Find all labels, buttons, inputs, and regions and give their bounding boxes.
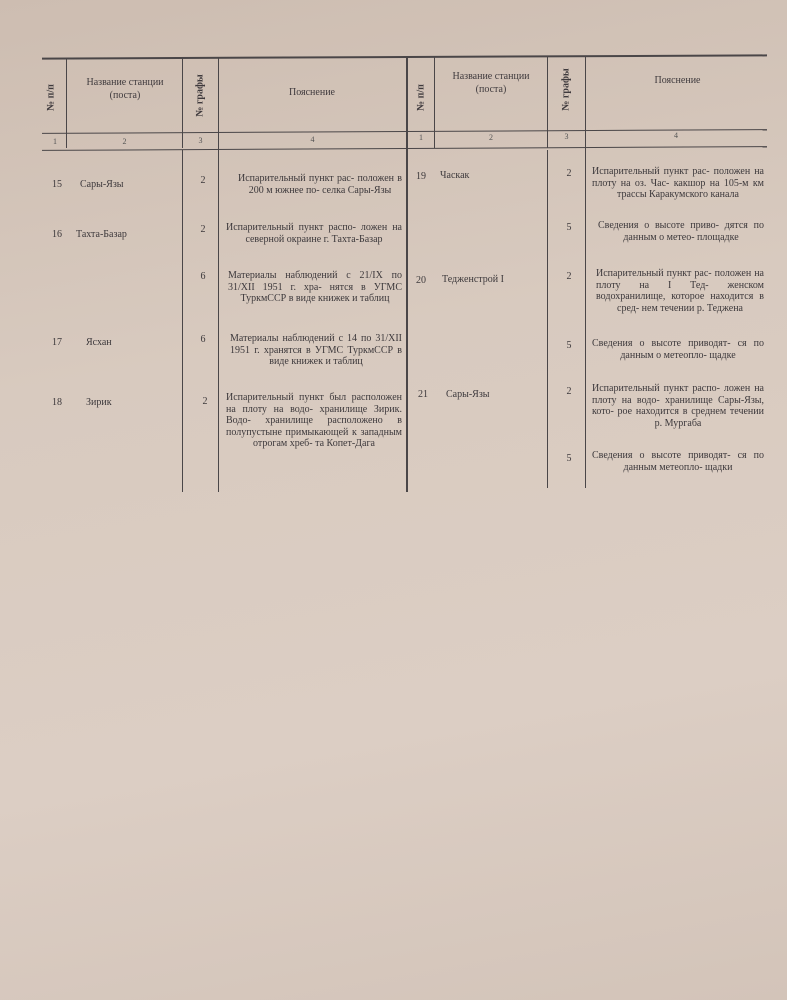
row-number: 21	[418, 389, 428, 400]
graph-number: 2	[200, 224, 206, 235]
note-text: Испарительный пункт был расположен на плоту на водо- хранилище Зирик. Водо- хранилище расположено в полупустыне примыкающей к западным отрогам хреб- та Копет-Дага	[226, 392, 402, 450]
column-number: 2	[122, 137, 127, 146]
graph-number: 2	[566, 271, 572, 282]
note-text: Материалы наблюдений с 21/IX по 31/XII 1951 г. хра- нятся в УГМС ТуркмССР в виде книжек и таблиц	[228, 270, 402, 305]
graph-number: 2	[200, 175, 206, 186]
column-divider	[585, 56, 586, 488]
column-divider	[218, 58, 219, 492]
column-divider	[66, 58, 67, 148]
header-num-left: № п/п	[45, 84, 57, 111]
column-number: 1	[53, 137, 57, 146]
row-number: 20	[416, 275, 426, 286]
graph-number: 5	[566, 453, 572, 464]
column-numbers-rule	[42, 146, 767, 151]
graph-number: 6	[200, 334, 206, 345]
header-num-right: № п/п	[415, 84, 427, 111]
graph-number: 6	[200, 271, 206, 282]
station-name: Часкак	[440, 170, 470, 181]
note-text: Сведения о высоте приводят- ся по данным о метеопло- щадке	[592, 338, 764, 361]
header-station-left: Название станции (поста)	[86, 77, 164, 101]
station-name: Тахта-Базар	[76, 229, 127, 240]
station-name: Сары-Язы	[446, 389, 490, 400]
table-top-rule	[42, 54, 767, 59]
column-number: 3	[198, 136, 203, 145]
note-text: Испарительный пункт рас- положен на плоту на оз. Час- какшор на 105-м км трассы Каракумского канала	[592, 166, 764, 201]
note-text: Сведения о высоте приводят- ся по данным метеопло- щадки	[592, 450, 764, 473]
header-station-right: Название станции (поста)	[452, 71, 530, 95]
row-number: 16	[52, 229, 62, 240]
graph-number: 5	[566, 222, 572, 233]
column-divider	[182, 58, 183, 148]
column-divider	[182, 150, 183, 492]
note-text: Испарительный пункт рас- положен на плоту на I Тед- женском водохранилище, которое находится в сред- нем течении р. Теджена	[596, 268, 764, 314]
column-divider	[406, 56, 408, 492]
graph-number: 2	[566, 386, 572, 397]
row-number: 17	[52, 337, 62, 348]
note-text: Материалы наблюдений с 14 по 31/XII 1951 г. хранятся в УГМС ТуркмССР в виде книжек и таблиц	[230, 333, 402, 368]
row-number: 18	[52, 397, 62, 408]
graph-number: 2	[202, 396, 208, 407]
graph-number: 2	[566, 168, 572, 179]
column-divider	[547, 150, 548, 488]
station-name: Сары-Язы	[80, 179, 124, 190]
note-text: Испарительный пункт распо- ложен на плоту на водо- хранилище Сары-Язы, кото- рое находится в среднем течении р. Мургаба	[592, 383, 764, 429]
header-note-right: Пояснение	[654, 75, 701, 86]
row-number: 15	[52, 179, 62, 190]
column-number: 4	[674, 131, 678, 140]
header-graph-right: № графы	[560, 68, 572, 111]
header-note-left: Пояснение	[288, 87, 335, 98]
station-name: Теджeнстрой I	[442, 274, 504, 285]
note-text: Испарительный пункт рас- положен в 200 м южнее по- селка Сары-Язы	[238, 173, 402, 196]
note-text: Испарительный пункт распо- ложен на северной окраине г. Тахта-Базар	[226, 222, 402, 245]
note-text: Сведения о высоте приво- дятся по данным о метео- площадке	[598, 220, 764, 243]
column-number: 1	[419, 133, 423, 142]
column-number: 2	[489, 133, 493, 142]
column-number: 3	[564, 132, 569, 141]
column-number: 4	[310, 135, 315, 144]
station-name: Ясхан	[86, 337, 112, 348]
graph-number: 5	[566, 340, 572, 351]
header-graph-left: № графы	[194, 74, 206, 117]
station-name: Зирик	[86, 397, 112, 408]
row-number: 19	[416, 171, 426, 182]
